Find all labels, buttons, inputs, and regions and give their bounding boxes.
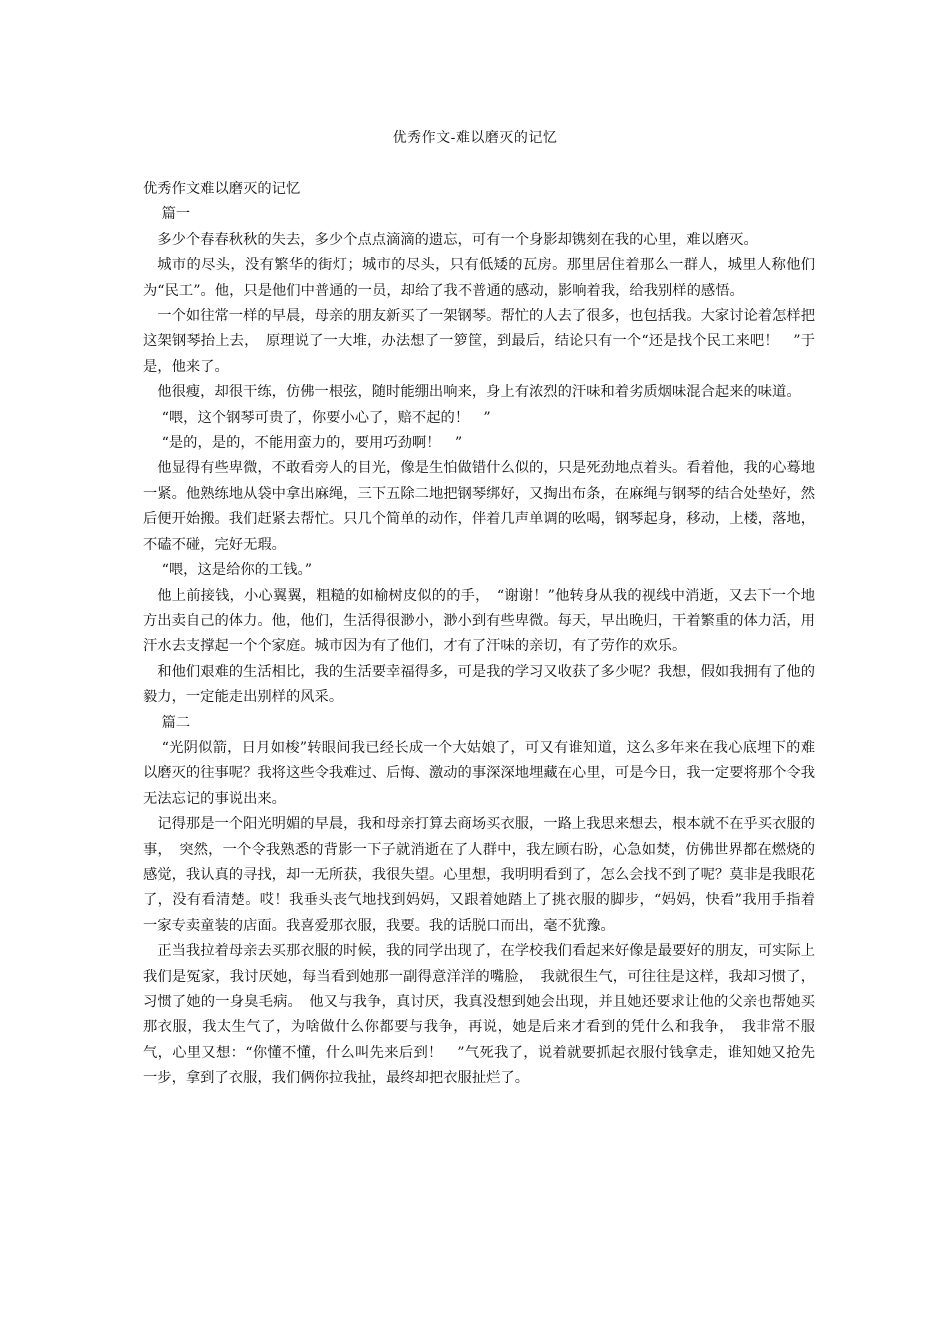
paragraph-quote: “喂，这个钢琴可贵了，你要小心了，赔不起的！ ” (161, 409, 491, 426)
paragraph: 他显得有些卑微，不敢看旁人的目光，像是生怕做错什么似的，只是死劲地点着头。看着他，我的心蓦地一紧。他熟练地从袋中拿出麻绳，三下五除二地把钢琴绑好，又掏出布条，在麻绳与钢琴的结合处垫好，然后便开始搬。我们赶紧去帮忙。只几个简单的动作，伴着几声单调的吆喝，钢琴起身，移动，上楼，落地，不磕不碰，完好无瑕。 (143, 460, 815, 553)
document-title: 优秀作文-难以磨灭的记忆 (392, 130, 558, 146)
paragraph: 正当我拉着母亲去买那衣服的时候，我的同学出现了，在学校我们看起来好像是最要好的朋友，可实际上我们是冤家，我讨厌她，每当看到她那一副得意洋洋的嘴脸， 我就很生气，可往往是这样，我却习惯了，习惯了她的一身臭毛病。 他又与我争，真讨厌，我真没想到她会出现，并且她还要求让他的父亲也帮她买那衣服，我太生气了，为啥做什么你都要与我争，再说，她是后来才看到的凭什么和我争， 我非常不服气，心里又想：“你懂不懂，什么叫先来后到！ ”气死我了，说着就要抓起衣服付钱拿走，谁知她又抢先一步，拿到了衣服，我们俩你拉我扯，最终却把衣服扯烂了。 (143, 943, 815, 1087)
paragraph: 他上前接钱，小心翼翼，粗糙的如榆树皮似的的手， “谢谢！”他转身从我的视线中消逝，又去下一个地方出卖自己的体力。他，他们，生活得很渺小，渺小到有些卑微。每天，早出晚归，干着繁重的体力活，用汗水去支撑起一个个家庭。城市因为有了他们，才有了汗味的亲切，有了劳作的欢乐。 (143, 587, 815, 655)
paragraph-quote: “喂，这是给你的工钱。” (161, 562, 313, 579)
essay-heading: 优秀作文难以磨灭的记忆 (143, 181, 301, 197)
paragraph: 多少个春春秋秋的失去，多少个点点滴滴的遗忘，可有一个身影却镌刻在我的心里，难以磨灭。 (157, 231, 758, 248)
paragraph: “光阴似箭，日月如梭”转眼间我已经长成一个大姑娘了，可又有谁知道，这么多年来在我心底埋下的难以磨灭的往事呢？我将这些令我难过、后悔、激动的事深深地埋藏在心里，可是今日，我一定要将那个令我无法忘记的事说出来。 (143, 739, 815, 807)
section-label-1: 篇一 (161, 206, 191, 223)
paragraph: 他很瘦，却很干练，仿佛一根弦，随时能绷出响来，身上有浓烈的汗味和着劣质烟味混合起来的味道。 (157, 384, 801, 401)
paragraph: 城市的尽头，没有繁华的街灯；城市的尽头，只有低矮的瓦房。那里居住着那么一群人，城里人称他们为“民工”。他，只是他们中普通的一员，却给了我不普通的感动，影响着我，给我别样的感悟。 (143, 257, 815, 299)
document-body (143, 177, 815, 1092)
section-label-2: 篇二 (161, 714, 191, 731)
paragraph: 和他们艰难的生活相比，我的生活要幸福得多，可是我的学习又收获了多少呢？我想，假如我拥有了他的毅力，一定能走出别样的风采。 (143, 663, 815, 706)
paragraph-quote: “是的，是的，不能用蛮力的，要用巧劲啊！ ” (161, 435, 463, 452)
paragraph: 一个如往常一样的早晨，母亲的朋友新买了一架钢琴。帮忙的人去了很多，也包括我。大家讨论着怎样把这架钢琴抬上去， 原理说了一大堆，办法想了一箩筐，到最后，结论只有一个“还是找个民工来吧！ ”于是，他来了。 (143, 308, 815, 375)
paragraph: 记得那是一个阳光明媚的早晨，我和母亲打算去商场买衣服，一路上我思来想去，根本就不在乎买衣服的事， 突然，一个令我熟悉的背影一下子就消逝在了人群中，我左顾右盼，心急如焚，仿佛世界都在燃烧的感觉，我认真的寻找，却一无所获，我很失望。心里想，我明明看到了，怎么会找不到了呢？莫非是我眼花了，没有看清楚。哎！我垂头丧气地找到妈妈，又跟着她踏上了挑衣服的脚步，“妈妈，快看”我用手指着一家专卖童装的店面。我喜爱那衣服，我要。我的话脱口而出，毫不犹豫。 (143, 816, 815, 934)
